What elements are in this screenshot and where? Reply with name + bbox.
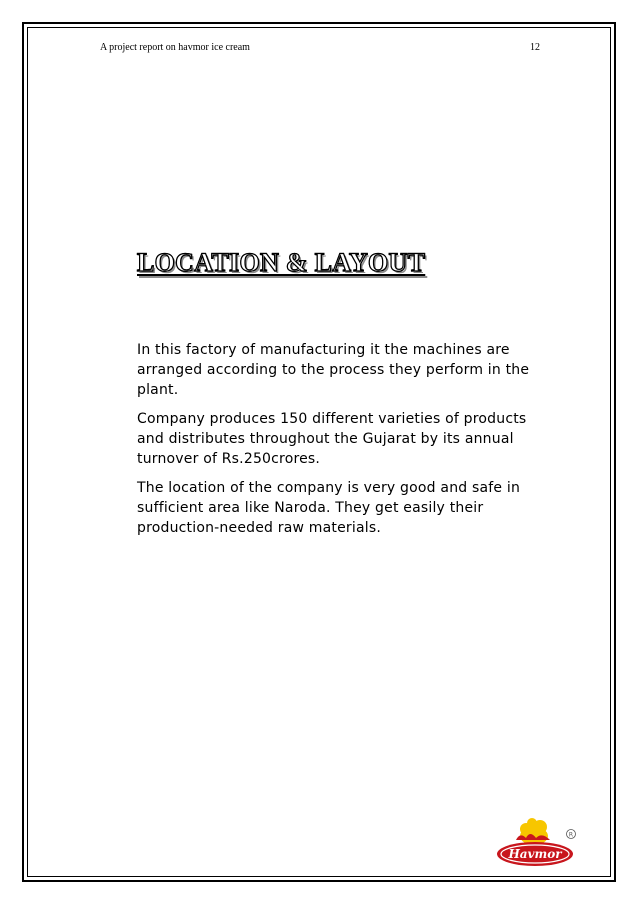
- registered-mark-text: R: [568, 831, 574, 839]
- page-number: 12: [530, 42, 540, 53]
- section-body: [137, 340, 547, 547]
- paragraph: In this factory of manufacturing it the machines are arranged according to the process they perform in the plant.: [137, 342, 530, 398]
- paragraph: The location of the company is very good and safe in sufficient area like Naroda. They get easily their production-needed raw materials.: [137, 480, 521, 536]
- section-heading: LOCATION & LAYOUT: [137, 248, 426, 277]
- logo-scoop-top: [527, 818, 537, 828]
- paragraph: Company produces 150 different varieties of products and distributes throughout the Gujarat by its annual turnover of Rs.250crores.: [137, 411, 527, 467]
- havmor-logo-icon: [494, 814, 578, 869]
- logo-brand-text: Havmor: [508, 847, 562, 861]
- header-title: A project report on havmor ice cream: [100, 42, 250, 53]
